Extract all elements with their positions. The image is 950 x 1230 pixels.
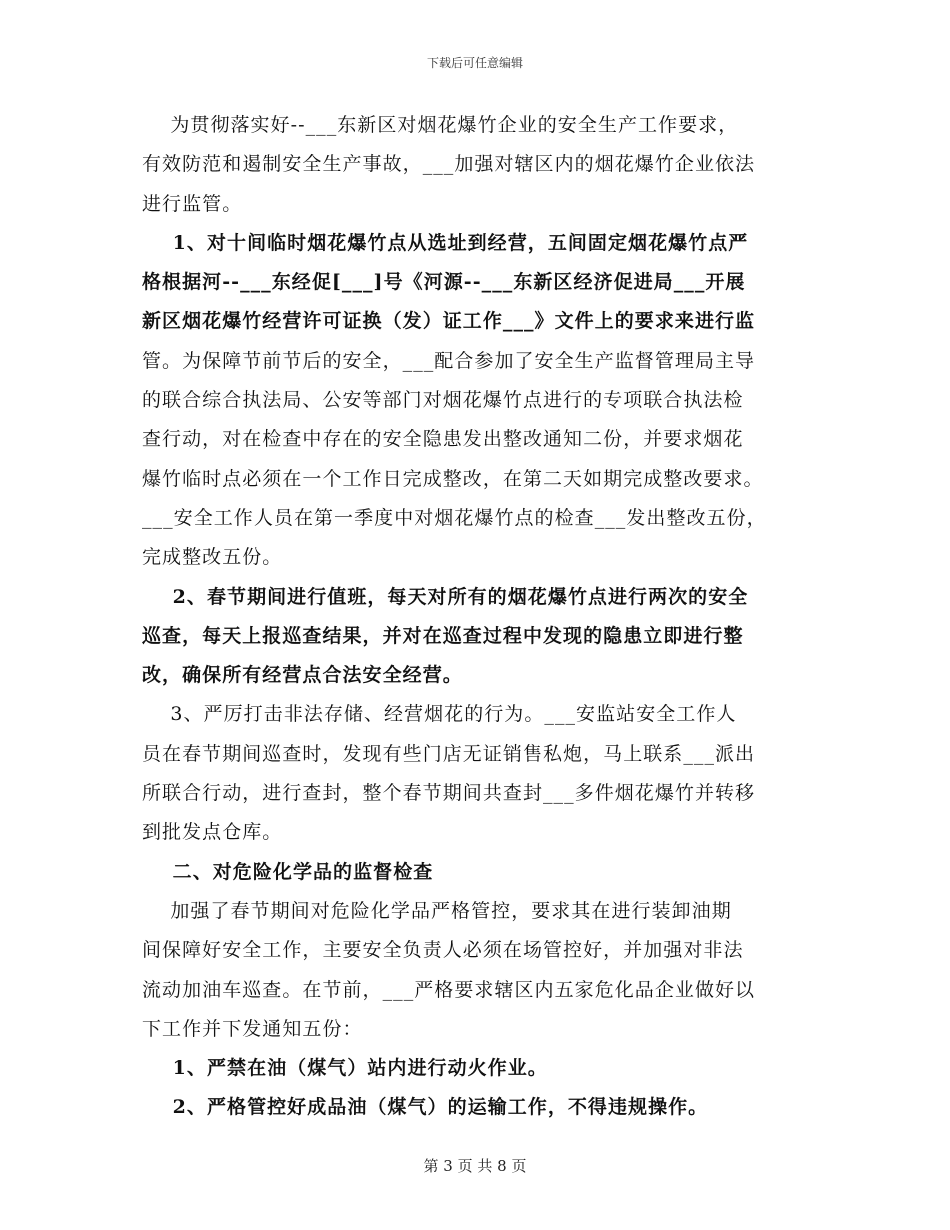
body-line: 格根据河--___东经促[___]号《河源--___东新区经济促进局___开展 (142, 271, 746, 294)
document-body (142, 106, 822, 1128)
body-line: 所联合行动，进行查封，整个春节期间共查封___多件烟花爆竹并转移 (142, 782, 756, 805)
body-line: 下工作并下发通知五份： (142, 1017, 363, 1040)
body-line: 到批发点仓库。 (142, 821, 283, 844)
body-line: 3、严厉打击非法存储、经营烟花的行为。___安监站安全工作人 (142, 703, 737, 726)
body-line: 巡查，每天上报巡查结果，并对在巡查过程中发现的隐患立即进行整 (142, 624, 744, 647)
header-note: 下载后可任意编辑 (426, 56, 523, 70)
body-line: ___安全工作人员在第一季度中对烟花爆竹点的检查___发出整改五份， (142, 506, 767, 529)
body-line: 2、春节期间进行值班，每天对所有的烟花爆竹点进行两次的安全 (142, 585, 749, 608)
body-line (142, 224, 822, 263)
body-line: 管。为保障节前节后的安全，___配合参加了安全生产监督管理局主导 (142, 349, 756, 372)
body-line: 2、严格管控好成品油（煤气）的运输工作，不得违规操作。 (142, 1096, 709, 1119)
page-number: 第 3 页 共 8 页 (423, 1157, 527, 1175)
body-line: 员在春节期间巡查时，发现有些门店无证销售私炮，马上联系___派出 (142, 742, 756, 765)
body-line: 查行动，对在检查中存在的安全隐患发出整改通知二份，并要求烟花 (142, 428, 744, 451)
body-line: 有效防范和遏制安全生产事故，___加强对辖区内的烟花爆竹企业依法 (142, 153, 756, 176)
body-line: 新区烟花爆竹经营许可证换（发）证工作___》文件上的要求来进行监 (142, 310, 756, 333)
body-line: 的联合综合执法局、公安等部门对烟花爆竹点进行的专项联合执法检 (142, 389, 744, 412)
body-line: 进行监管。 (142, 192, 243, 215)
body-line: 间保障好安全工作，主要安全负责人必须在场管控好，并加强对非法 (142, 939, 744, 962)
body-line: 1、严禁在油（煤气）站内进行动火作业。 (142, 1057, 548, 1080)
body-line: 完成整改五份。 (142, 546, 283, 569)
body-line: 爆竹临时点必须在一个工作日完成整改，在第二天如期完成整改要求。 (142, 467, 764, 490)
body-line: 加强了春节期间对危险化学品严格管控，要求其在进行装卸油期 (142, 899, 732, 922)
body-line: 流动加油车巡查。在节前，___严格要求辖区内五家危化品企业做好以 (142, 978, 756, 1001)
body-line: 为贯彻落实好--___东新区对烟花爆竹企业的安全生产工作要求， (142, 114, 739, 136)
bold-text: 1、对十间临时烟花爆竹点从选址到经营，五间固定烟花爆竹点严 (142, 231, 749, 254)
section-heading: 二、对危险化学品的监督检查 (142, 860, 434, 883)
body-line: 改，确保所有经营点合法安全经营。 (142, 664, 463, 687)
